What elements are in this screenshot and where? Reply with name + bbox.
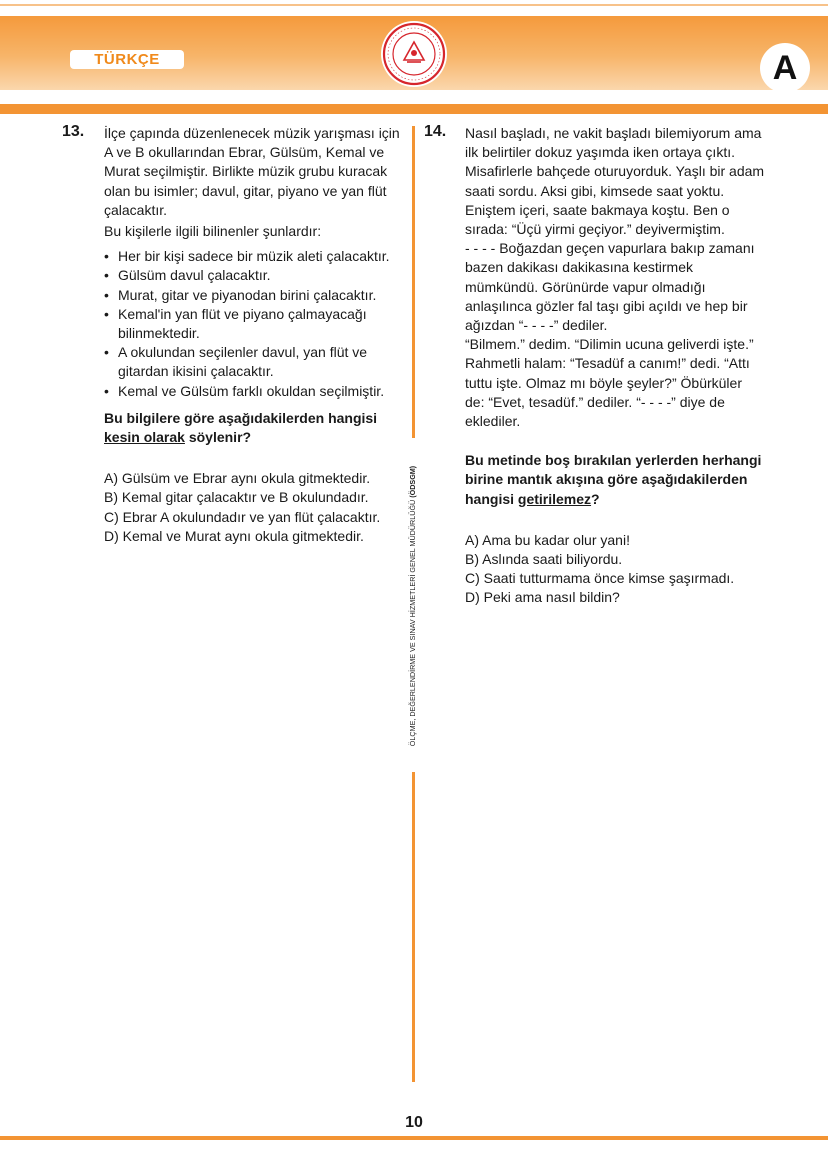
q13-intro: İlçe çapında düzenlenecek müzik yarışması için A ve B okullarından Ebrar, Gülsüm, Kemal ve Murat seçilmiştir. Birlikte müzik grubu kuracak olan bu isimler; davul, gitar, piyano ve yan flüt çalacaktır. <box>104 125 400 218</box>
list-item: • Kemal'in yan flüt ve piyano çalmayacağı bilinmektedir. <box>104 305 404 343</box>
q13-facts-list <box>104 247 404 401</box>
ministry-seal-icon <box>380 20 448 88</box>
answer-option[interactable]: D) Kemal ve Murat aynı okula gitmektedir. <box>104 527 364 544</box>
list-item: • Gülsüm davul çalacaktır. <box>104 266 404 285</box>
question-14-number: 14. <box>424 123 447 140</box>
q14-stem <box>465 451 765 509</box>
ministry-abbr: (ÖDSGM) <box>408 465 417 498</box>
footer-bar <box>0 1136 828 1140</box>
column-divider-top <box>412 126 415 438</box>
q13-stem-part: Bu bilgilere göre aşağıdakilerden hangisi <box>104 409 378 426</box>
answer-option[interactable]: A) Gülsüm ve Ebrar aynı okula gitmektedir. <box>104 470 371 487</box>
q13-options <box>104 469 404 546</box>
list-item: • Murat, gitar ve piyanodan birini çalacaktır. <box>104 286 404 305</box>
answer-option[interactable]: D) Peki ama nasıl bildin? <box>465 589 620 606</box>
answer-option[interactable]: C) Saati tutturmama önce kimse şaşırmadı. <box>465 570 735 587</box>
page-number: 10 <box>405 1114 423 1131</box>
booklet-type-badge: A <box>760 43 810 93</box>
answer-option[interactable]: A) Ama bu kadar olur yani! <box>465 531 630 548</box>
column-divider-bottom <box>412 772 415 1082</box>
header-top-line <box>0 4 828 6</box>
q14-passage-2: - - - - Boğazdan geçen vapurlara bakıp zamanı bazen dakikası dakikasına kestirmek mümkündü. Görünürde vapur olmadığı anlaşılınca gözler fal taşı gibi açıldı ve hep bir ağızdan “- - - -” dediler. <box>465 240 755 334</box>
q14-stem-part: Bu metinde boş bırakılan yerlerden herhangi birine mantık akışına göre aşağıdakilerden hangisi <box>465 452 762 507</box>
q14-passage-3: “Bilmem.” dedim. “Dilimin ucuna geliverdi işte.” <box>465 336 754 353</box>
answer-option[interactable]: C) Ebrar A okulundadır ve yan flüt çalacaktır. <box>104 508 381 525</box>
q14-options <box>465 531 765 608</box>
q14-stem-emphasis: getirilemez <box>517 490 592 507</box>
list-item: • Her bir kişi sadece bir müzik aleti çalacaktır. <box>104 247 404 266</box>
answer-option[interactable]: B) Kemal gitar çalacaktır ve B okulundadır. <box>104 489 369 506</box>
q13-stem <box>104 409 404 447</box>
list-item: • Kemal ve Gülsüm farklı okuldan seçilmiştir. <box>104 382 404 401</box>
ministry-vertical-label <box>408 439 418 773</box>
question-13-number: 13. <box>62 123 85 140</box>
ministry-name: ÖLÇME, DEĞERLENDİRME VE SINAV HİZMETLERİ GENEL MÜDÜRLÜĞÜ <box>408 499 417 747</box>
q13-lead: Bu kişilerle ilgili bilinenler şunlardır: <box>104 223 322 240</box>
q14-passage-1: Nasıl başladı, ne vakit başladı bilemiyorum ama ilk belirtiler dokuz yaşımda iken ortaya çıktı. Misafirlerle bahçede oturuyorduk. Yaşlı bir adam saati sordu. Aksi gibi, kimsede saat yoktu. Eniştem içeri, saate bakmaya koştu. Ben o sırada: “Üçü yirmi geçiyor.” deyivermiştim. <box>465 125 765 238</box>
subject-label: TÜRKÇE <box>70 50 184 69</box>
answer-option[interactable]: B) Aslında saati biliyordu. <box>465 551 623 568</box>
q13-stem-end: söylenir? <box>188 429 252 446</box>
question-13 <box>104 124 404 546</box>
header-bottom-bar <box>0 104 828 114</box>
q14-stem-end: ? <box>591 490 600 507</box>
q14-passage-4: Rahmetli halam: “Tesadüf a canım!” dedi. “Attı tuttu işte. Olmaz mı böyle şeyler?” Öbürküler de: “Evet, tesadüf.” dediler. “- - - -” diye de eklediler. <box>465 355 750 430</box>
q13-stem-emphasis: kesin olarak <box>104 429 185 446</box>
question-14 <box>465 124 765 608</box>
list-item: • A okulundan seçilenler davul, yan flüt ve gitardan ikisini çalacaktır. <box>104 343 404 381</box>
